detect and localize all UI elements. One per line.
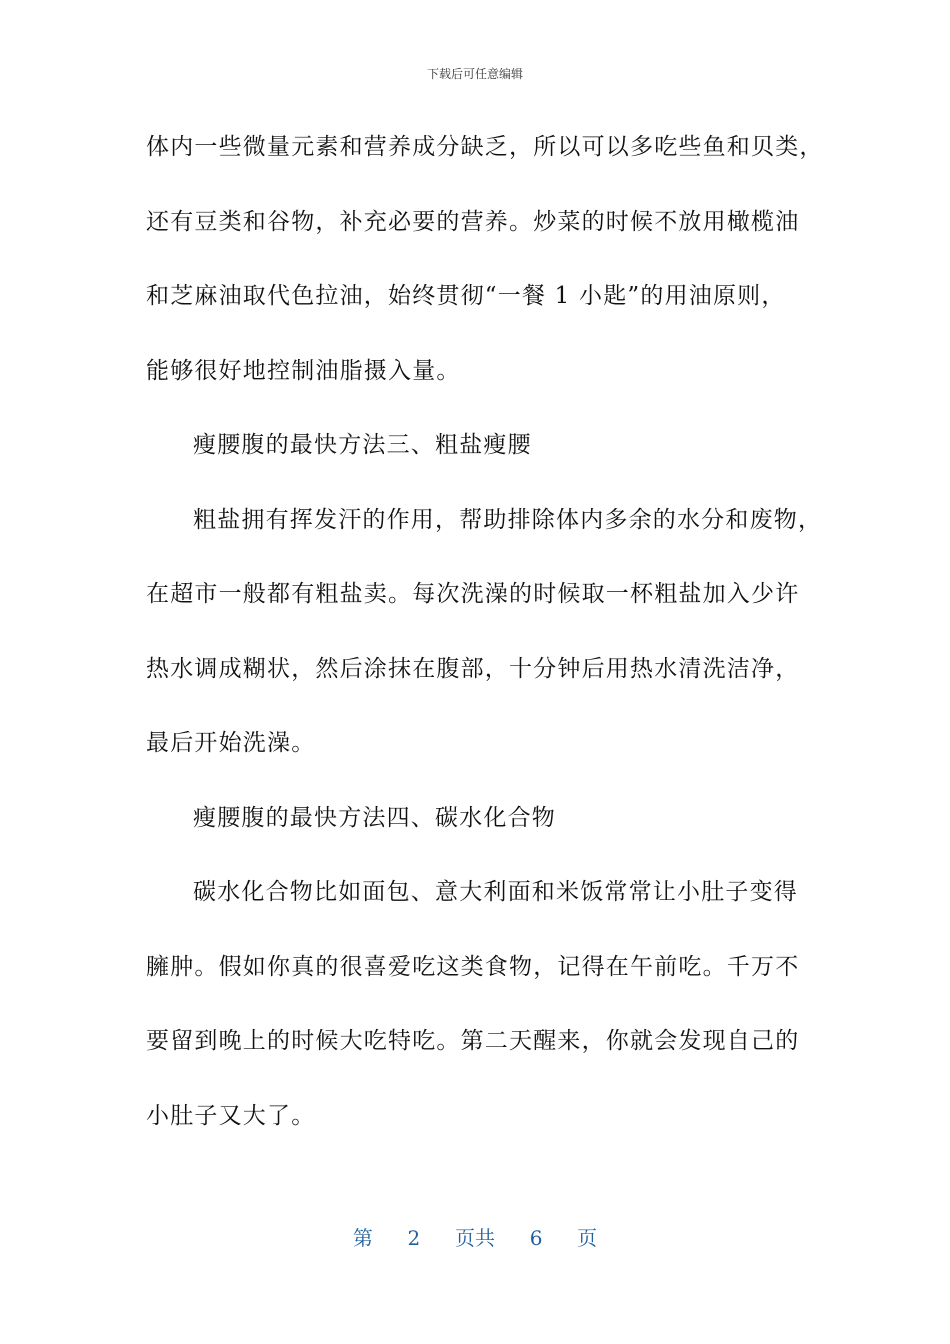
page-footer — [0, 1224, 950, 1252]
body-line: 最后开始洗澡。 — [146, 730, 316, 756]
body-line: 还有豆类和谷物，补充必要的营养。炒菜的时候不放用橄榄油 — [146, 208, 800, 235]
body-line: 臃肿。假如你真的很喜爱吃这类食物，记得在午前吃。千万不 — [146, 953, 800, 980]
page-suffix: 页 — [577, 1226, 598, 1250]
body-line: 热水调成糊状，然后涂抹在腹部，十分钟后用热水清洗洁净， — [146, 655, 800, 682]
body-line: 和芝麻油取代色拉油，始终贯彻“一餐 1 小匙”的用油原则， — [146, 283, 786, 309]
body-line: 小肚子又大了。 — [146, 1102, 316, 1129]
section-heading: 瘦腰腹的最快方法四、碳水化合物 — [193, 804, 556, 831]
current-page-number: 2 — [407, 1226, 421, 1250]
body-line: 粗盐拥有挥发汗的作用，帮助排除体内多余的水分和废物， — [193, 506, 823, 533]
total-pages-number: 6 — [529, 1226, 543, 1250]
section-heading: 瘦腰腹的最快方法三、粗盐瘦腰 — [193, 432, 532, 458]
page-prefix: 第 — [352, 1226, 373, 1250]
body-line: 碳水化合物比如面包、意大利面和米饭常常让小肚子变得 — [193, 879, 798, 905]
document-body — [146, 118, 824, 1161]
body-line: 要留到晚上的时候大吃特吃。第二天醒来，你就会发现自己的 — [146, 1028, 800, 1054]
body-line: 能够很好地控制油脂摄入量。 — [146, 357, 461, 384]
body-line: 体内一些微量元素和营养成分缺乏，所以可以多吃些鱼和贝类， — [146, 134, 824, 160]
body-line: 在超市一般都有粗盐卖。每次洗澡的时候取一杯粗盐加入少许 — [146, 581, 800, 607]
page-header: 下载后可任意编辑 — [426, 67, 523, 81]
page-middle: 页共 — [455, 1226, 495, 1250]
